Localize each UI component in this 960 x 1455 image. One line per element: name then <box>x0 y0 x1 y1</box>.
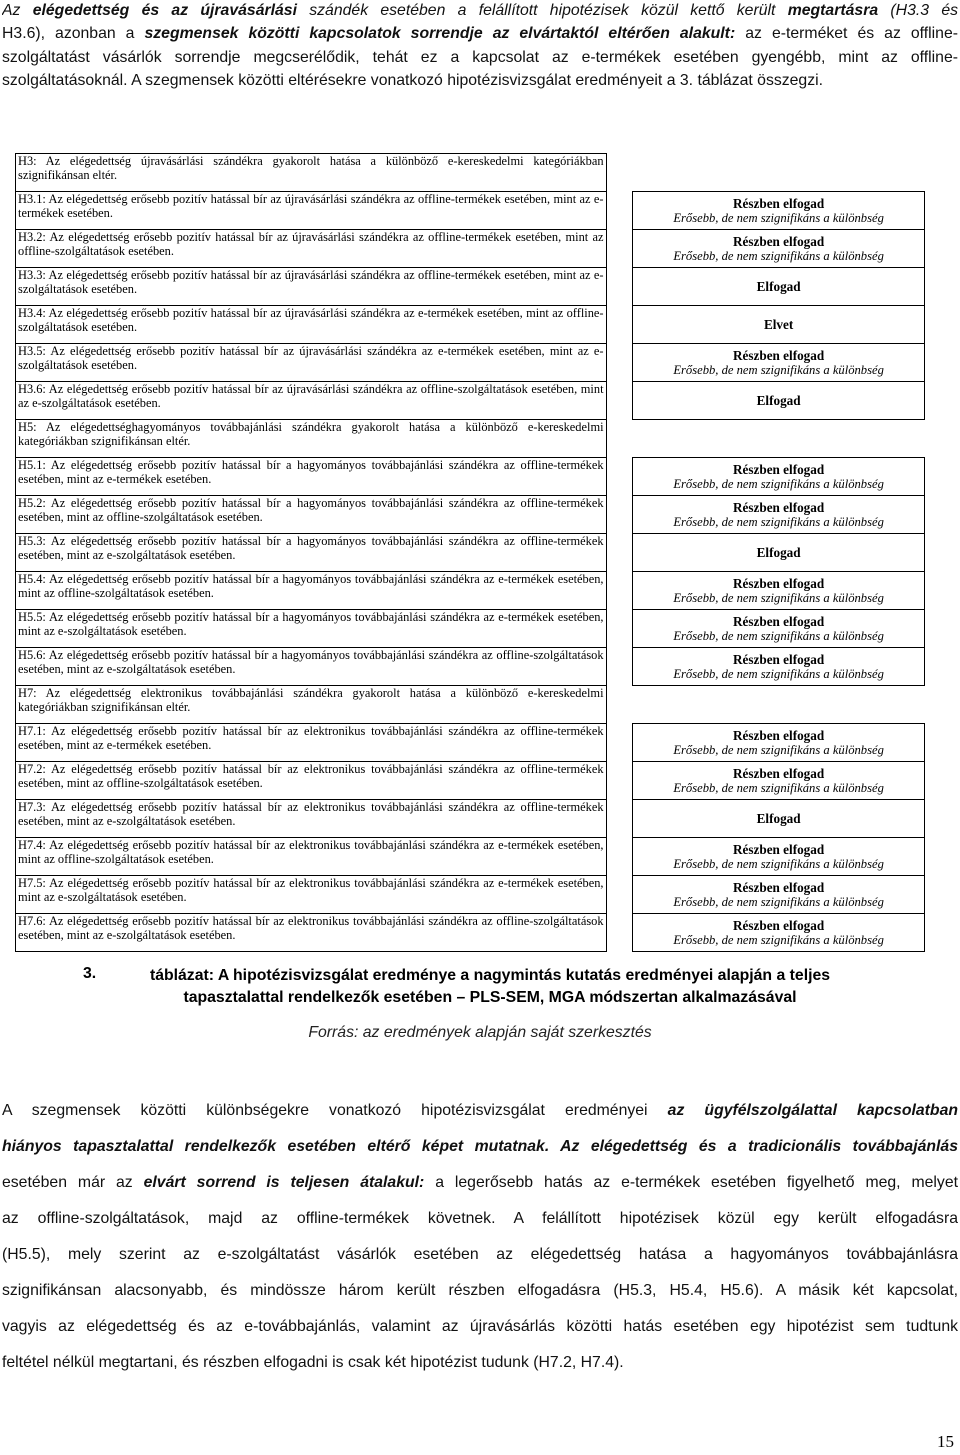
closing-line <box>2 1273 958 1309</box>
result-cell <box>633 876 925 914</box>
table-row <box>16 306 925 344</box>
table-row <box>16 648 925 686</box>
closing-line <box>2 1201 958 1237</box>
table-row <box>16 762 925 800</box>
result-verdict: Részben elfogad <box>733 765 825 781</box>
table-row <box>16 344 925 382</box>
result-note: Erősebb, de nem szignifikáns a különbség <box>673 666 884 681</box>
column-gap <box>606 154 633 192</box>
closing-paragraph <box>2 1093 958 1381</box>
result-note: Erősebb, de nem szignifikáns a különbség <box>673 210 884 225</box>
table-row <box>16 154 925 192</box>
table-source: Forrás: az eredmények alapján saját szerkesztés <box>308 1024 652 1041</box>
column-gap <box>606 800 633 838</box>
closing-line <box>2 1309 958 1345</box>
text-run: elégedettség és az újravásárlási <box>32 2 297 19</box>
result-note: Erősebb, de nem szignifikáns a különbség <box>673 780 884 795</box>
result-cell <box>633 534 925 572</box>
table-row <box>16 496 925 534</box>
hypothesis-cell: H5.5: Az elégedettség erősebb pozitív hatással bír a hagyományos továbbajánlási szándékra az e-termékek esetében, mint az e-szolgáltatások esetében. <box>16 610 607 648</box>
result-note: Erősebb, de nem szignifikáns a különbség <box>673 932 884 947</box>
result-cell <box>633 914 925 952</box>
empty-result-cell <box>633 420 925 458</box>
table-caption-line-2: tapasztalattal rendelkezők esetében – PLS-SEM, MGA módszertan alkalmazásával <box>183 989 797 1006</box>
result-note: Erősebb, de nem szignifikáns a különbség <box>673 742 884 757</box>
intro-paragraph <box>2 0 958 93</box>
result-cell <box>633 496 925 534</box>
table-row <box>16 876 925 914</box>
result-verdict: Elfogad <box>756 278 801 294</box>
result-verdict: Részben elfogad <box>733 347 825 363</box>
column-gap <box>606 306 633 344</box>
hypothesis-group-cell: H3: Az elégedettség újravásárlási szándékra gyakorolt hatása a különböző e-kereskedelmi kategóriákban szignifikánsan eltér. <box>16 154 607 192</box>
text-run: szándék esetében a felállított hipotézisek közül kettő került <box>296 2 788 19</box>
result-verdict: Részben elfogad <box>733 461 825 477</box>
table-row <box>16 572 925 610</box>
closing-line <box>2 1237 958 1273</box>
result-cell <box>633 458 925 496</box>
result-note: Erősebb, de nem szignifikáns a különbség <box>673 894 884 909</box>
text-run: szegmensek közötti kapcsolatok sorrendje az elvártaktól eltérően alakult: <box>144 25 736 43</box>
column-gap <box>606 420 633 458</box>
closing-line <box>2 1165 958 1201</box>
column-gap <box>606 838 633 876</box>
result-cell <box>633 344 925 382</box>
intro-line <box>2 22 958 45</box>
hypothesis-cell: H3.1: Az elégedettség erősebb pozitív hatással bír az újravásárlási szándékra az offline-termékek esetében, mint az e-termékek esetében. <box>16 192 607 230</box>
result-verdict: Részben elfogad <box>733 727 825 743</box>
column-gap <box>606 344 633 382</box>
column-gap <box>606 230 633 268</box>
table-row <box>16 610 925 648</box>
result-note: Erősebb, de nem szignifikáns a különbség <box>673 628 884 643</box>
closing-line <box>2 1345 958 1381</box>
column-gap <box>606 686 633 724</box>
column-gap <box>606 762 633 800</box>
table-caption <box>60 965 920 1009</box>
result-verdict: Részben elfogad <box>733 575 825 591</box>
result-cell <box>633 762 925 800</box>
closing-line <box>2 1129 958 1165</box>
column-gap <box>606 572 633 610</box>
table-row <box>16 914 925 952</box>
result-verdict: Elvet <box>763 316 794 332</box>
column-gap <box>606 192 633 230</box>
text-run: esetében már az <box>2 1174 144 1191</box>
table-row <box>16 382 925 420</box>
text-run: vagyis az elégedettség és az e-továbbajánlás, valamint az újravásárlás közötti hatás esetében egy hipotézist sem tudtunk <box>2 1318 958 1335</box>
column-gap <box>606 458 633 496</box>
table-row <box>16 192 925 230</box>
column-gap <box>606 268 633 306</box>
result-verdict: Részben elfogad <box>733 879 825 895</box>
hypothesis-cell: H7.2: Az elégedettség erősebb pozitív hatással bír az elektronikus továbbajánlási szándékra az offline-termékek esetében, mint az offline-szolgáltatások esetében. <box>16 762 607 800</box>
result-cell <box>633 572 925 610</box>
table-row <box>16 534 925 572</box>
page-number: 15 <box>937 1432 954 1451</box>
hypothesis-cell: H7.4: Az elégedettség erősebb pozitív hatással bír az elektronikus továbbajánlási szándékra az e-termékek esetében, mint az offline-szolgáltatások esetében. <box>16 838 607 876</box>
table-row <box>16 458 925 496</box>
result-verdict: Részben elfogad <box>733 841 825 857</box>
table-caption-line-1: táblázat: A hipotézisvizsgálat eredménye a nagymintás kutatás eredményei alapján a teljes <box>149 967 831 984</box>
result-cell <box>633 230 925 268</box>
hypothesis-cell: H5.2: Az elégedettség erősebb pozitív hatással bír a hagyományos továbbajánlási szándékra az offline-termékek esetében, mint az offline-szolgáltatások esetében. <box>16 496 607 534</box>
hypothesis-group-cell: H5: Az elégedettséghagyományos továbbajánlási szándékra gyakorolt hatása a különböző e-kereskedelmi kategóriákban szignifikánsan eltér. <box>16 420 607 458</box>
hypothesis-cell: H5.3: Az elégedettség erősebb pozitív hatással bír a hagyományos továbbajánlási szándékra az offline-termékek esetében, mint az e-szolgáltatások esetében. <box>16 534 607 572</box>
table-caption-number: 3. <box>83 965 97 982</box>
text-run: (H5.5), mely szerint az e-szolgáltatást vásárlók esetében az elégedettség hatása a hagyományos továbbajánlásra <box>2 1246 958 1263</box>
result-verdict: Elfogad <box>756 544 801 560</box>
text-run: szolgáltatásoknál. A szegmensek közötti eltérésekre vonatkozó hipotézisvizsgálat eredményeit a 3. táblázat összegzi. <box>2 72 824 90</box>
text-run: A szegmensek közötti különbségekre vonatkozó hipotézisvizsgálat eredményei <box>2 1102 668 1119</box>
text-run: elvárt sorrend is teljesen átalakul: <box>143 1174 425 1191</box>
result-note: Erősebb, de nem szignifikáns a különbség <box>673 590 884 605</box>
hypothesis-cell: H3.4: Az elégedettség erősebb pozitív hatással bír az újravásárlási szándékra az e-termékek esetében, mint az offline-szolgáltatások esetében. <box>16 306 607 344</box>
column-gap <box>606 724 633 762</box>
result-cell <box>633 648 925 686</box>
result-cell <box>633 306 925 344</box>
column-gap <box>606 382 633 420</box>
result-note: Erősebb, de nem szignifikáns a különbség <box>673 514 884 529</box>
table-row <box>16 838 925 876</box>
result-verdict: Részben elfogad <box>733 233 825 249</box>
empty-result-cell <box>633 154 925 192</box>
hypothesis-cell: H3.6: Az elégedettség erősebb pozitív hatással bír az újravásárlási szándékra az offline-szolgáltatások esetében, mint az e-szolgáltatások esetében. <box>16 382 607 420</box>
intro-line <box>2 0 958 22</box>
hypothesis-cell: H5.6: Az elégedettség erősebb pozitív hatással bír a hagyományos továbbajánlási szándékra az offline-szolgáltatások esetében, mint az e-szolgáltatások esetében. <box>16 648 607 686</box>
table-row <box>16 420 925 458</box>
text-run: a legerősebb hatás az e-termékek esetében figyelhető meg, melyet <box>424 1174 958 1191</box>
text-run: szolgáltatást vásárlók sorrendje megcserélődik, tehát ez a kapcsolat az e-termékek esetében gyengébb, mint az offline- <box>2 48 958 66</box>
table-row <box>16 686 925 724</box>
result-verdict: Részben elfogad <box>733 917 825 933</box>
text-run: szignifikánsan alacsonyabb, és mindössze három került részben elfogadásra (H5.3, H5.4, H5.6). A másik két kapcsolat, <box>2 1282 958 1299</box>
column-gap <box>606 876 633 914</box>
hypothesis-cell: H5.4: Az elégedettség erősebb pozitív hatással bír a hagyományos továbbajánlási szándékra az e-termékek esetében, mint az offline-szolgáltatások esetében. <box>16 572 607 610</box>
result-note: Erősebb, de nem szignifikáns a különbség <box>673 856 884 871</box>
intro-line <box>2 46 958 69</box>
empty-result-cell <box>633 686 925 724</box>
column-gap <box>606 914 633 952</box>
hypothesis-cell: H7.1: Az elégedettség erősebb pozitív hatással bír az elektronikus továbbajánlási szándékra az offline-termékek esetében, mint az e-termékek esetében. <box>16 724 607 762</box>
result-verdict: Elfogad <box>756 392 801 408</box>
result-verdict: Részben elfogad <box>733 195 825 211</box>
result-cell <box>633 610 925 648</box>
hypothesis-cell: H3.3: Az elégedettség erősebb pozitív hatással bír az újravásárlási szándékra az offline-termékek esetében, mint az e-szolgáltatások esetében. <box>16 268 607 306</box>
text-run: az offline-szolgáltatások, majd az offline-termékek követnek. A felállított hipotézisek közül egy került elfogadásra <box>2 1210 958 1227</box>
table-row <box>16 724 925 762</box>
text-run: megtartásra <box>787 2 879 19</box>
result-verdict: Elfogad <box>756 810 801 826</box>
hypothesis-cell: H5.1: Az elégedettség erősebb pozitív hatással bír a hagyományos továbbajánlási szándékra az offline-termékek esetében, mint az e-termékek esetében. <box>16 458 607 496</box>
table-row <box>16 230 925 268</box>
intro-line <box>2 69 958 92</box>
text-run: az e-terméket és az offline- <box>735 25 958 43</box>
hypothesis-cell: H7.5: Az elégedettség erősebb pozitív hatással bír az elektronikus továbbajánlási szándékra az e-termékek esetében, mint az e-szolgáltatások esetében. <box>16 876 607 914</box>
result-cell <box>633 800 925 838</box>
text-run: Az <box>2 2 33 19</box>
text-run: az ügyfélszolgálattal kapcsolatban <box>667 1102 958 1119</box>
result-verdict: Részben elfogad <box>733 499 825 515</box>
hypothesis-group-cell: H7: Az elégedettség elektronikus továbbajánlási szándékra gyakorolt hatása a különböző e-kereskedelmi kategóriákban szignifikánsan eltér. <box>16 686 607 724</box>
result-cell <box>633 268 925 306</box>
text-run: (H3.3 és <box>878 2 958 19</box>
result-note: Erősebb, de nem szignifikáns a különbség <box>673 362 884 377</box>
result-cell <box>633 838 925 876</box>
hypothesis-cell: H3.2: Az elégedettség erősebb pozitív hatással bír az újravásárlási szándékra az offline-termékek esetében, mint az offline-szolgáltatások esetében. <box>16 230 607 268</box>
result-cell <box>633 192 925 230</box>
table-row <box>16 800 925 838</box>
hypothesis-cell: H7.6: Az elégedettség erősebb pozitív hatással bír az elektronikus továbbajánlási szándékra az offline-szolgáltatások esetében, mint az e-szolgáltatások esetében. <box>16 914 607 952</box>
hypothesis-cell: H3.5: Az elégedettség erősebb pozitív hatással bír az újravásárlási szándékra az e-termékek esetében, mint az e-szolgáltatások esetében. <box>16 344 607 382</box>
result-cell <box>633 724 925 762</box>
column-gap <box>606 496 633 534</box>
result-cell <box>633 382 925 420</box>
result-note: Erősebb, de nem szignifikáns a különbség <box>673 476 884 491</box>
column-gap <box>606 648 633 686</box>
text-run: hiányos tapasztalattal rendelkezők esetében eltérő képet mutatnak. Az elégedettség és a tradicionális továbbajánlás <box>2 1138 958 1155</box>
text-run: H3.6), azonban a <box>2 25 145 43</box>
column-gap <box>606 610 633 648</box>
table-row <box>16 268 925 306</box>
result-note: Erősebb, de nem szignifikáns a különbség <box>673 248 884 263</box>
result-verdict: Részben elfogad <box>733 651 825 667</box>
hypothesis-cell: H7.3: Az elégedettség erősebb pozitív hatással bír az elektronikus továbbajánlási szándékra az offline-termékek esetében, mint az e-szolgáltatások esetében. <box>16 800 607 838</box>
text-run: feltétel nélkül megtartani, és részben elfogadni is csak két hipotézist tudunk (H7.2, H7.4). <box>2 1354 624 1371</box>
column-gap <box>606 534 633 572</box>
closing-line <box>2 1093 958 1129</box>
hypothesis-table <box>15 153 925 952</box>
result-verdict: Részben elfogad <box>733 613 825 629</box>
